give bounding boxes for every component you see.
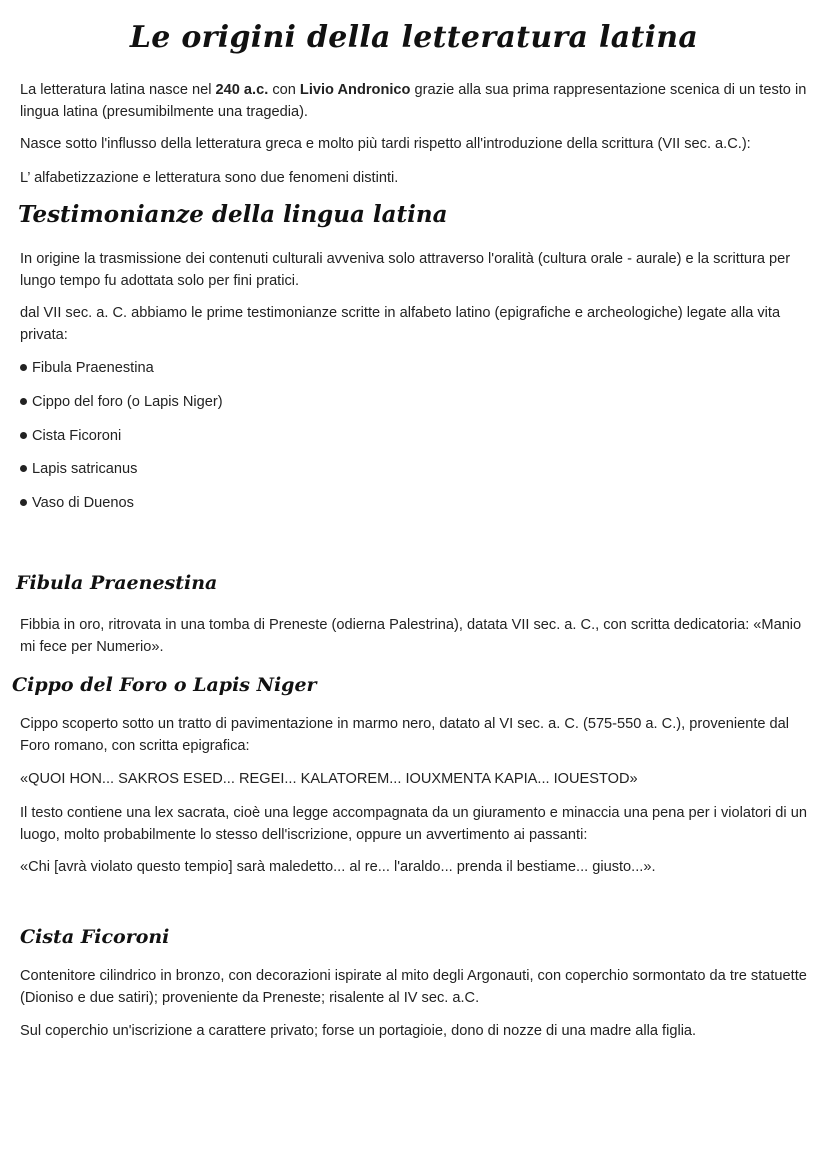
testimonianze-paragraph-1: In origine la trasmissione dei contenuti culturali avveniva solo attraverso l'oralità (cultura orale - aurale) e la scrittura per lungo tempo fu adottata solo per fini pratici.: [20, 251, 791, 289]
fibula-paragraph: Fibbia in oro, ritrovata in una tomba di Preneste (odierna Palestrina), datata VII sec. a. C., con scritta dedicatoria: «Manio mi fece per Numerio».: [20, 617, 802, 655]
cista-paragraph-2: Sul coperchio un'iscrizione a carattere privato; forse un portagioie, dono di nozze di una madre alla figlia.: [20, 1023, 697, 1039]
intro-paragraph-2: Nasce sotto l'influsso della letteratura greca e molto più tardi rispetto all'introduzione della scrittura (VII sec. a.C.):: [20, 136, 751, 152]
intro-paragraph-1: [20, 79, 810, 123]
list-item: Fibula Praenestina: [20, 357, 154, 379]
intro-text-3: grazie alla sua prima rappresentazione scenica di un testo in lingua latina (presumibilmente una tragedia).: [20, 82, 807, 120]
heading-testimonianze: Testimonianze della lingua latina: [18, 201, 448, 228]
intro-text-2: con: [268, 82, 300, 98]
bullet-icon: [20, 432, 27, 439]
list-item: Lapis satricanus: [20, 458, 137, 480]
cippo-paragraph-1: Cippo scoperto sotto un tratto di pavimentazione in marmo nero, datato al VI sec. a. C. (575-550 a. C.), proveniente dal Foro romano, con scritta epigrafica:: [20, 716, 790, 754]
bullet-icon: [20, 398, 27, 405]
cippo-paragraph-2: Il testo contiene una lex sacrata, cioè una legge accompagnata da un giuramento e minaccia una pena per i violatori di un luogo, molto probabilmente lo stesso dell'iscrizione, oppure un avvertimento ai passanti:: [20, 805, 807, 843]
intro-paragraph-3: L’ alfabetizzazione e letteratura sono due fenomeni distinti.: [20, 170, 399, 186]
bullet-icon: [20, 499, 27, 506]
list-item: Cippo del foro (o Lapis Niger): [20, 391, 223, 413]
page-title: Le origini della letteratura latina: [129, 20, 699, 55]
heading-cippo: Cippo del Foro o Lapis Niger: [12, 674, 317, 696]
bullet-icon: [20, 364, 27, 371]
heading-fibula: Fibula Praenestina: [16, 572, 218, 594]
heading-cista: Cista Ficoroni: [20, 926, 170, 948]
list-item: Vaso di Duenos: [20, 492, 134, 514]
cippo-translation: «Chi [avrà violato questo tempio] sarà maledetto... al re... l'araldo... prenda il bestiame... giusto...».: [20, 859, 656, 875]
list-item: Cista Ficoroni: [20, 425, 121, 447]
cippo-inscription: «QUOI HON... SAKROS ESED... REGEI... KALATOREM... IOUXMENTA KAPIA... IOUESTOD»: [20, 771, 638, 787]
intro-date-bold: 240 a.c.: [215, 82, 269, 98]
bullet-icon: [20, 465, 27, 472]
testimonianze-paragraph-2: dal VII sec. a. C. abbiamo le prime testimonianze scritte in alfabeto latino (epigrafiche e archeologiche) legate alla vita privata:: [20, 305, 781, 343]
intro-text-1: La letteratura latina nasce nel: [20, 82, 216, 98]
cista-paragraph-1: Contenitore cilindrico in bronzo, con decorazioni ispirate al mito degli Argonauti, con coperchio sormontato da tre statuette (Dioniso e due satiri); proveniente da Preneste; risalente al IV sec. a.C.: [20, 968, 807, 1006]
intro-author-bold: Livio Andronico: [299, 82, 411, 98]
